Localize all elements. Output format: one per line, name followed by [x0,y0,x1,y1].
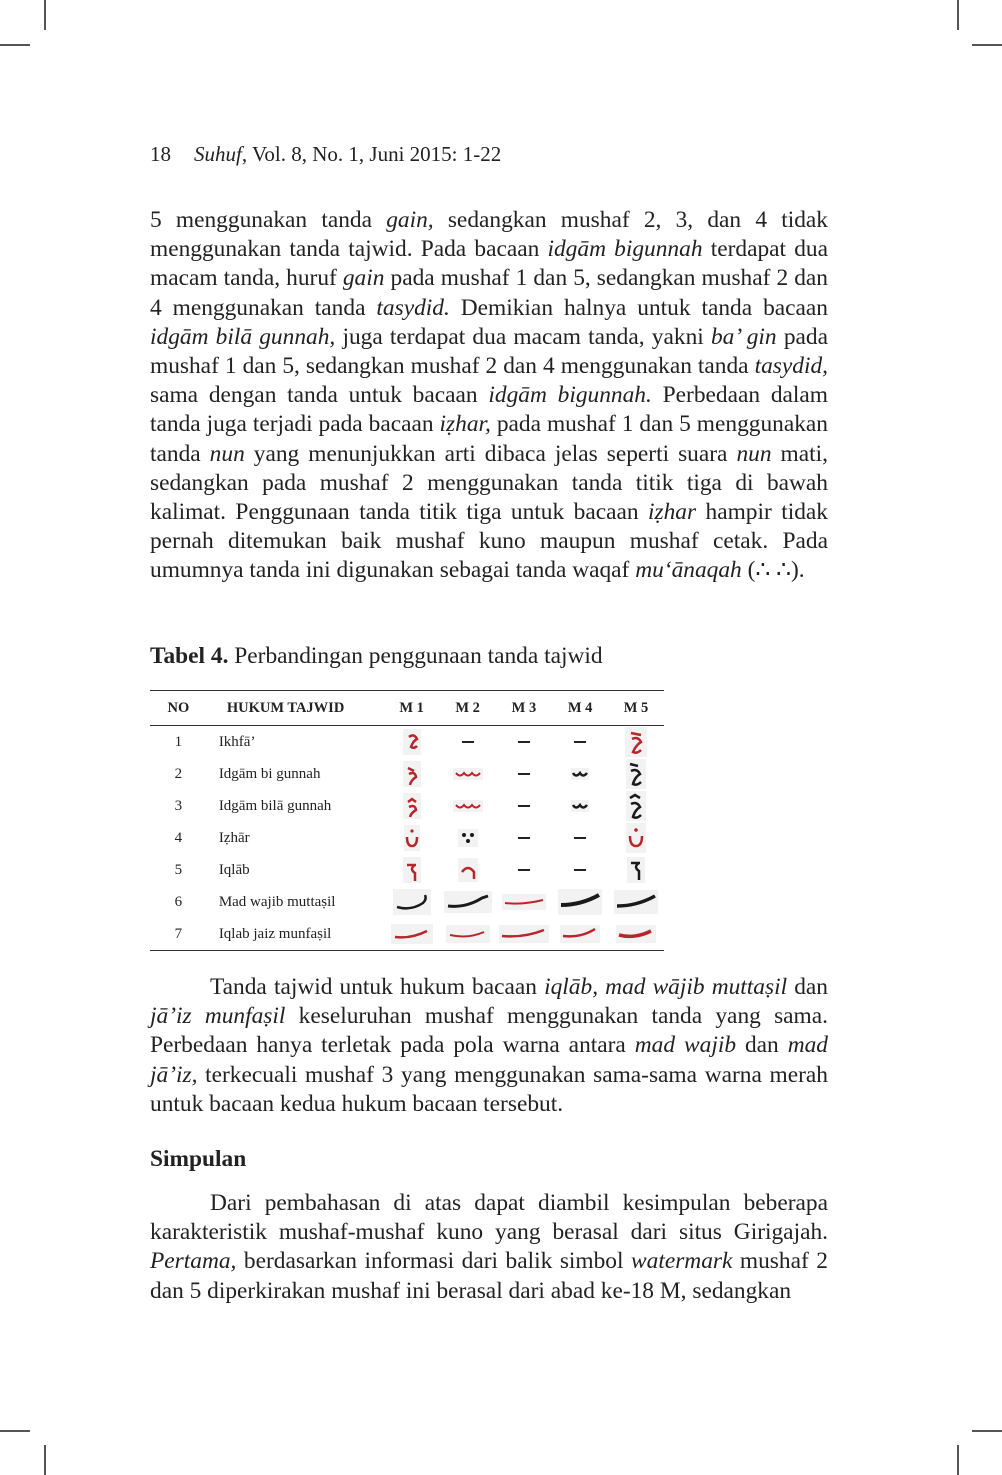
mark-image-m5 [626,823,646,853]
col-header-m5: M 5 [623,699,649,716]
crop-mark [44,0,46,30]
mark-image-m1 [403,761,421,787]
table-row: 6 Mad wajib muttaṣil [150,886,664,918]
mark-image-m5 [626,791,646,821]
col-header-m3: M 3 [511,699,537,716]
crop-mark [44,1445,46,1475]
citation: , Vol. 8, No. 1, Juni 2015: 1-22 [241,142,502,166]
table-header-row [150,691,664,726]
mark-image-m2 [453,800,483,812]
mark-image-m1 [403,857,421,883]
mark-image-m5 [625,727,647,757]
body-paragraph-3: Dari pembahasan di atas dapat diambil kesimpulan beberapa karakteristik mushaf-mushaf kuno yang berasal dari situs Girigajah. Pertama, berdasarkan informasi dari balik simbol watermark mushaf 2 dan 5 diperkirakan mushaf ini berasal dari abad ke-18 M, sedangkan [150,1190,828,1304]
table-row: 1 Ikhfā’ [150,726,664,759]
dash [462,741,474,743]
table-caption [150,640,603,672]
crop-mark [972,1430,1002,1432]
body-paragraph-1: 5 menggunakan tanda gain, sedangkan mushaf 2, 3, dan 4 tidak menggunakan tanda tajwid. Pada bacaan idgām bigunnah terdapat dua macam tanda, huruf gain pada mushaf 1 dan 5, sedangkan mushaf 2 dan 4 menggunakan tanda tasydid. Demikian halnya untuk tanda bacaan idgām bilā gunnah, juga terdapat dua macam tanda, yakni ba’ gin pada mushaf 1 dan 5, sedangkan mushaf 2 dan 4 menggunakan tanda tasydid, sama dengan tanda untuk bacaan idgām bigunnah. Perbedaan dalam tanda juga terjadi pada bacaan iẓhar, pada mushaf 1 dan 5 menggunakan tanda nun yang menunjukkan arti dibaca jelas seperti suara nun mati, sedangkan pada mushaf 2 menggunakan tanda titik tiga di bawah kalimat. Penggunaan tanda titik tiga untuk bacaan iẓhar hampir tidak pernah ditemukan baik mushaf kuno maupun mushaf cetak. Pada umumnya tanda ini digunakan sebagai tanda waqaf mu‘ānaqah (∴ ∴). [150,207,829,584]
mark-image-m1 [403,793,421,819]
dash [518,741,530,743]
running-header [150,140,501,168]
mark-image-m5 [616,925,656,943]
mark-image-m1 [403,729,421,755]
journal-name: Suhuf [194,142,242,166]
crop-mark [957,0,959,30]
table-caption-label: Tabel 4. [150,643,229,669]
tajwid-comparison-table [150,690,664,951]
crop-mark [0,44,30,46]
mark-image-m3 [502,894,546,910]
table-row: 7 Iqlab jaiz munfaṣil [150,918,664,951]
mark-image-m4 [571,800,589,812]
dash [574,741,586,743]
mark-image-m2 [458,829,478,847]
table-caption-text: Perbandingan penggunaan tanda tajwid [228,643,603,669]
mark-image-m5 [626,759,646,789]
crop-mark [957,1445,959,1475]
mark-image-m2 [458,858,478,882]
mark-image-m4 [571,768,589,780]
mark-image-m1 [391,924,433,944]
mark-image-m1 [404,825,420,851]
dash [574,837,586,839]
table-row: 4 Iẓhār [150,822,664,854]
mark-image-m5 [614,890,658,914]
dash [518,805,530,807]
col-header-m4: M 4 [567,699,593,716]
col-header-m2: M 2 [455,699,480,716]
col-header-no: NO [167,699,190,716]
mark-image-m2 [444,891,492,913]
mark-image-m4 [558,889,602,915]
table-row: 5 Iqlāb [150,854,664,886]
page-number: 18 [150,142,171,166]
dash [518,837,530,839]
col-header-hukum: HUKUM TAJWID [226,699,345,716]
mark-image-m1 [393,889,431,915]
crop-mark [972,44,1002,46]
col-header-m1: M 1 [399,699,424,716]
body-paragraph-2: Tanda tajwid untuk hukum bacaan iqlāb, mad wājib muttaṣil dan jā’iz munfaṣil keseluruhan mushaf menggunakan tanda yang sama. Perbedaan hanya terletak pada pola warna antara mad wajib dan mad jā’iz, terkecuali mushaf 3 yang menggunakan sama-sama warna merah untuk bacaan kedua hukum bacaan tersebut. [150,974,828,1117]
dash [574,869,586,871]
dash [518,869,530,871]
mark-image-m5 [627,857,645,883]
table-row: 3 Idgām bilā gunnah [150,790,664,822]
mark-image-m2 [446,925,490,943]
crop-mark [0,1430,30,1432]
mark-image-m3 [499,925,549,943]
mark-image-m2 [453,768,483,780]
dash [518,773,530,775]
mark-image-m4 [560,925,600,943]
table-row: 2 Idgām bi gunnah [150,758,664,790]
section-heading: Simpulan [150,1146,247,1172]
